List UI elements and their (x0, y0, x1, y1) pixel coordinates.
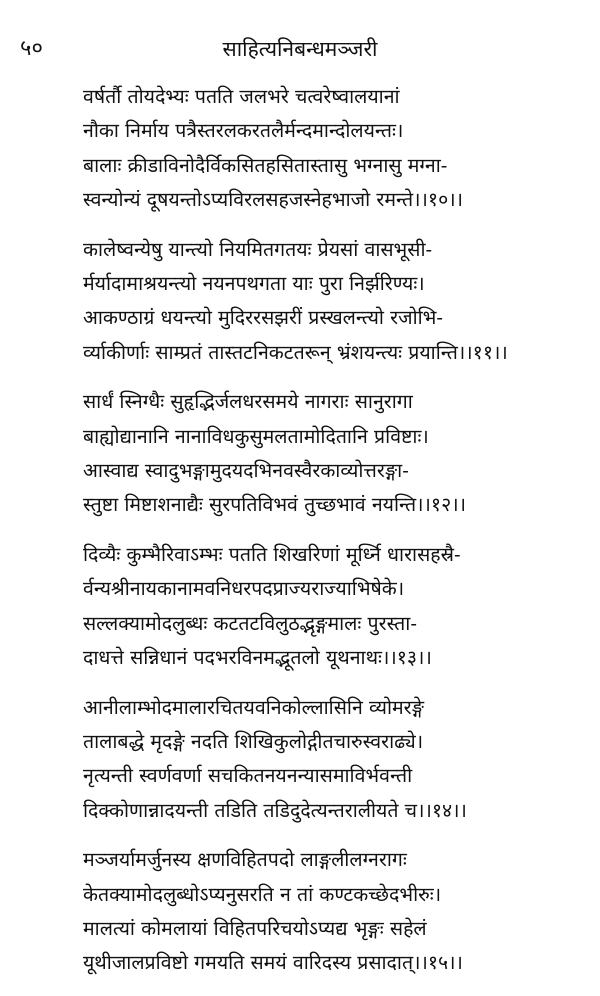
verse-line: दिव्यैः कुम्भैरिवाऽम्भः पतति शिखरिणां मूर्ध्नि धारासहस्रै- (83, 542, 461, 566)
verse-line: स्तुष्टा मिष्टाशनाद्यैः सुरपतिविभवं तुच्छभावं नयन्ति।।१२।। (83, 493, 466, 517)
verse-line: आनीलाम्भोदमालारचितयवनिकोल्लासिनि व्योमरङ्गे (83, 695, 424, 719)
verse-10 (83, 80, 588, 218)
verse-line: दिक्कोणान्नादयन्ती तडिति तडिदुदेत्यन्तरालीयते च।।१४।। (83, 798, 467, 822)
verse-line: र्मर्यादामाश्रयन्त्यो नयनपथगता याः पुरा निर्झरिण्यः। (83, 272, 425, 296)
verse-line: यूथीजालप्रविष्टो गमयति समयं वारिदस्य प्रसादात्।।१५।। (83, 951, 463, 975)
verse-line: केतक्यामोदलुब्धोऽप्यनुसरति न तां कण्टकच्छेदभीरुः। (83, 882, 442, 906)
running-title: साहित्यनिबन्धमञ्जरी (222, 37, 378, 61)
verse-line: र्व्याकीर्णाः साम्प्रतं तास्तटनिकटतरून् भ्रंशयन्त्यः प्रयान्ति।।११।। (83, 340, 508, 364)
verse-13 (83, 538, 588, 676)
verse-line: बालाः क्रीडाविनोदैर्विकसितहसितास्तासु भग्नासु मग्ना- (83, 153, 448, 177)
verse-line: सार्धं स्निग्धैः सुहृद्भिर्जलधरसमये नागराः सानुरागा (83, 390, 413, 414)
verse-line: मञ्जर्यामर्जुनस्य क्षणविहितपदो लाङ्गलीलग्नरागः (83, 848, 407, 872)
verse-line: र्वन्यश्रीनायकानामवनिधरपदप्राज्यराज्याभिषेके। (83, 577, 405, 601)
verse-line: नृत्यन्ती स्वर्णवर्णा सचकितनयनन्यासमाविर्भवन्ती (83, 764, 413, 788)
verse-line: स्वन्योन्यं दूषयन्तोऽप्यविरलसहजस्नेहभाजो रमन्ते।।१०।। (83, 188, 463, 212)
verse-line: तालाबद्धे मृदङ्गे नदति शिखिकुलोद्गीतचारुस्वराढ्ये। (83, 729, 424, 753)
verse-12 (83, 385, 588, 523)
verse-line: मालत्यां कोमलायां विहितपरिचयोऽप्यद्य भृङ्गः सहेलं (83, 916, 427, 940)
verse-list (83, 80, 588, 996)
verse-line: आस्वाद्य स्वादुभङ्गामुदयदभिनवस्वैरकाव्योत्तरङ्गा- (83, 459, 409, 483)
verse-line: नौका निर्माय पत्रैस्तरलकरतलैर्मन्दमान्दोलयन्तः। (83, 119, 404, 143)
verse-14 (83, 691, 588, 829)
page-header (0, 34, 600, 70)
verse-line: कालेष्वन्येषु यान्त्यो नियमितगतयः प्रेयसां वासभूसी- (83, 237, 433, 261)
verse-line: दाधत्ते सन्निधानं पदभरविनमद्भूतलो यूथनाथः।।१३।। (83, 646, 432, 670)
verse-line: आकण्ठाग्रं धयन्त्यो मुदिररसझरीं प्रस्खलन्त्यो रजोभि- (83, 306, 443, 330)
verse-11 (83, 233, 588, 371)
verse-15 (83, 843, 588, 981)
verse-line: वर्षर्तौ तोयदेभ्यः पतति जलभरे चत्वरेष्वालयानां (83, 85, 400, 108)
verse-line: बाह्योद्यानानि नानाविधकुसुमलतामोदितानि प्रविष्टाः। (83, 424, 429, 448)
verse-line: सल्लक्यामोदलुब्धः कटतटविलुठद्भृङ्गमालः पुरस्ता- (83, 611, 417, 635)
page-number: ५० (20, 36, 43, 61)
